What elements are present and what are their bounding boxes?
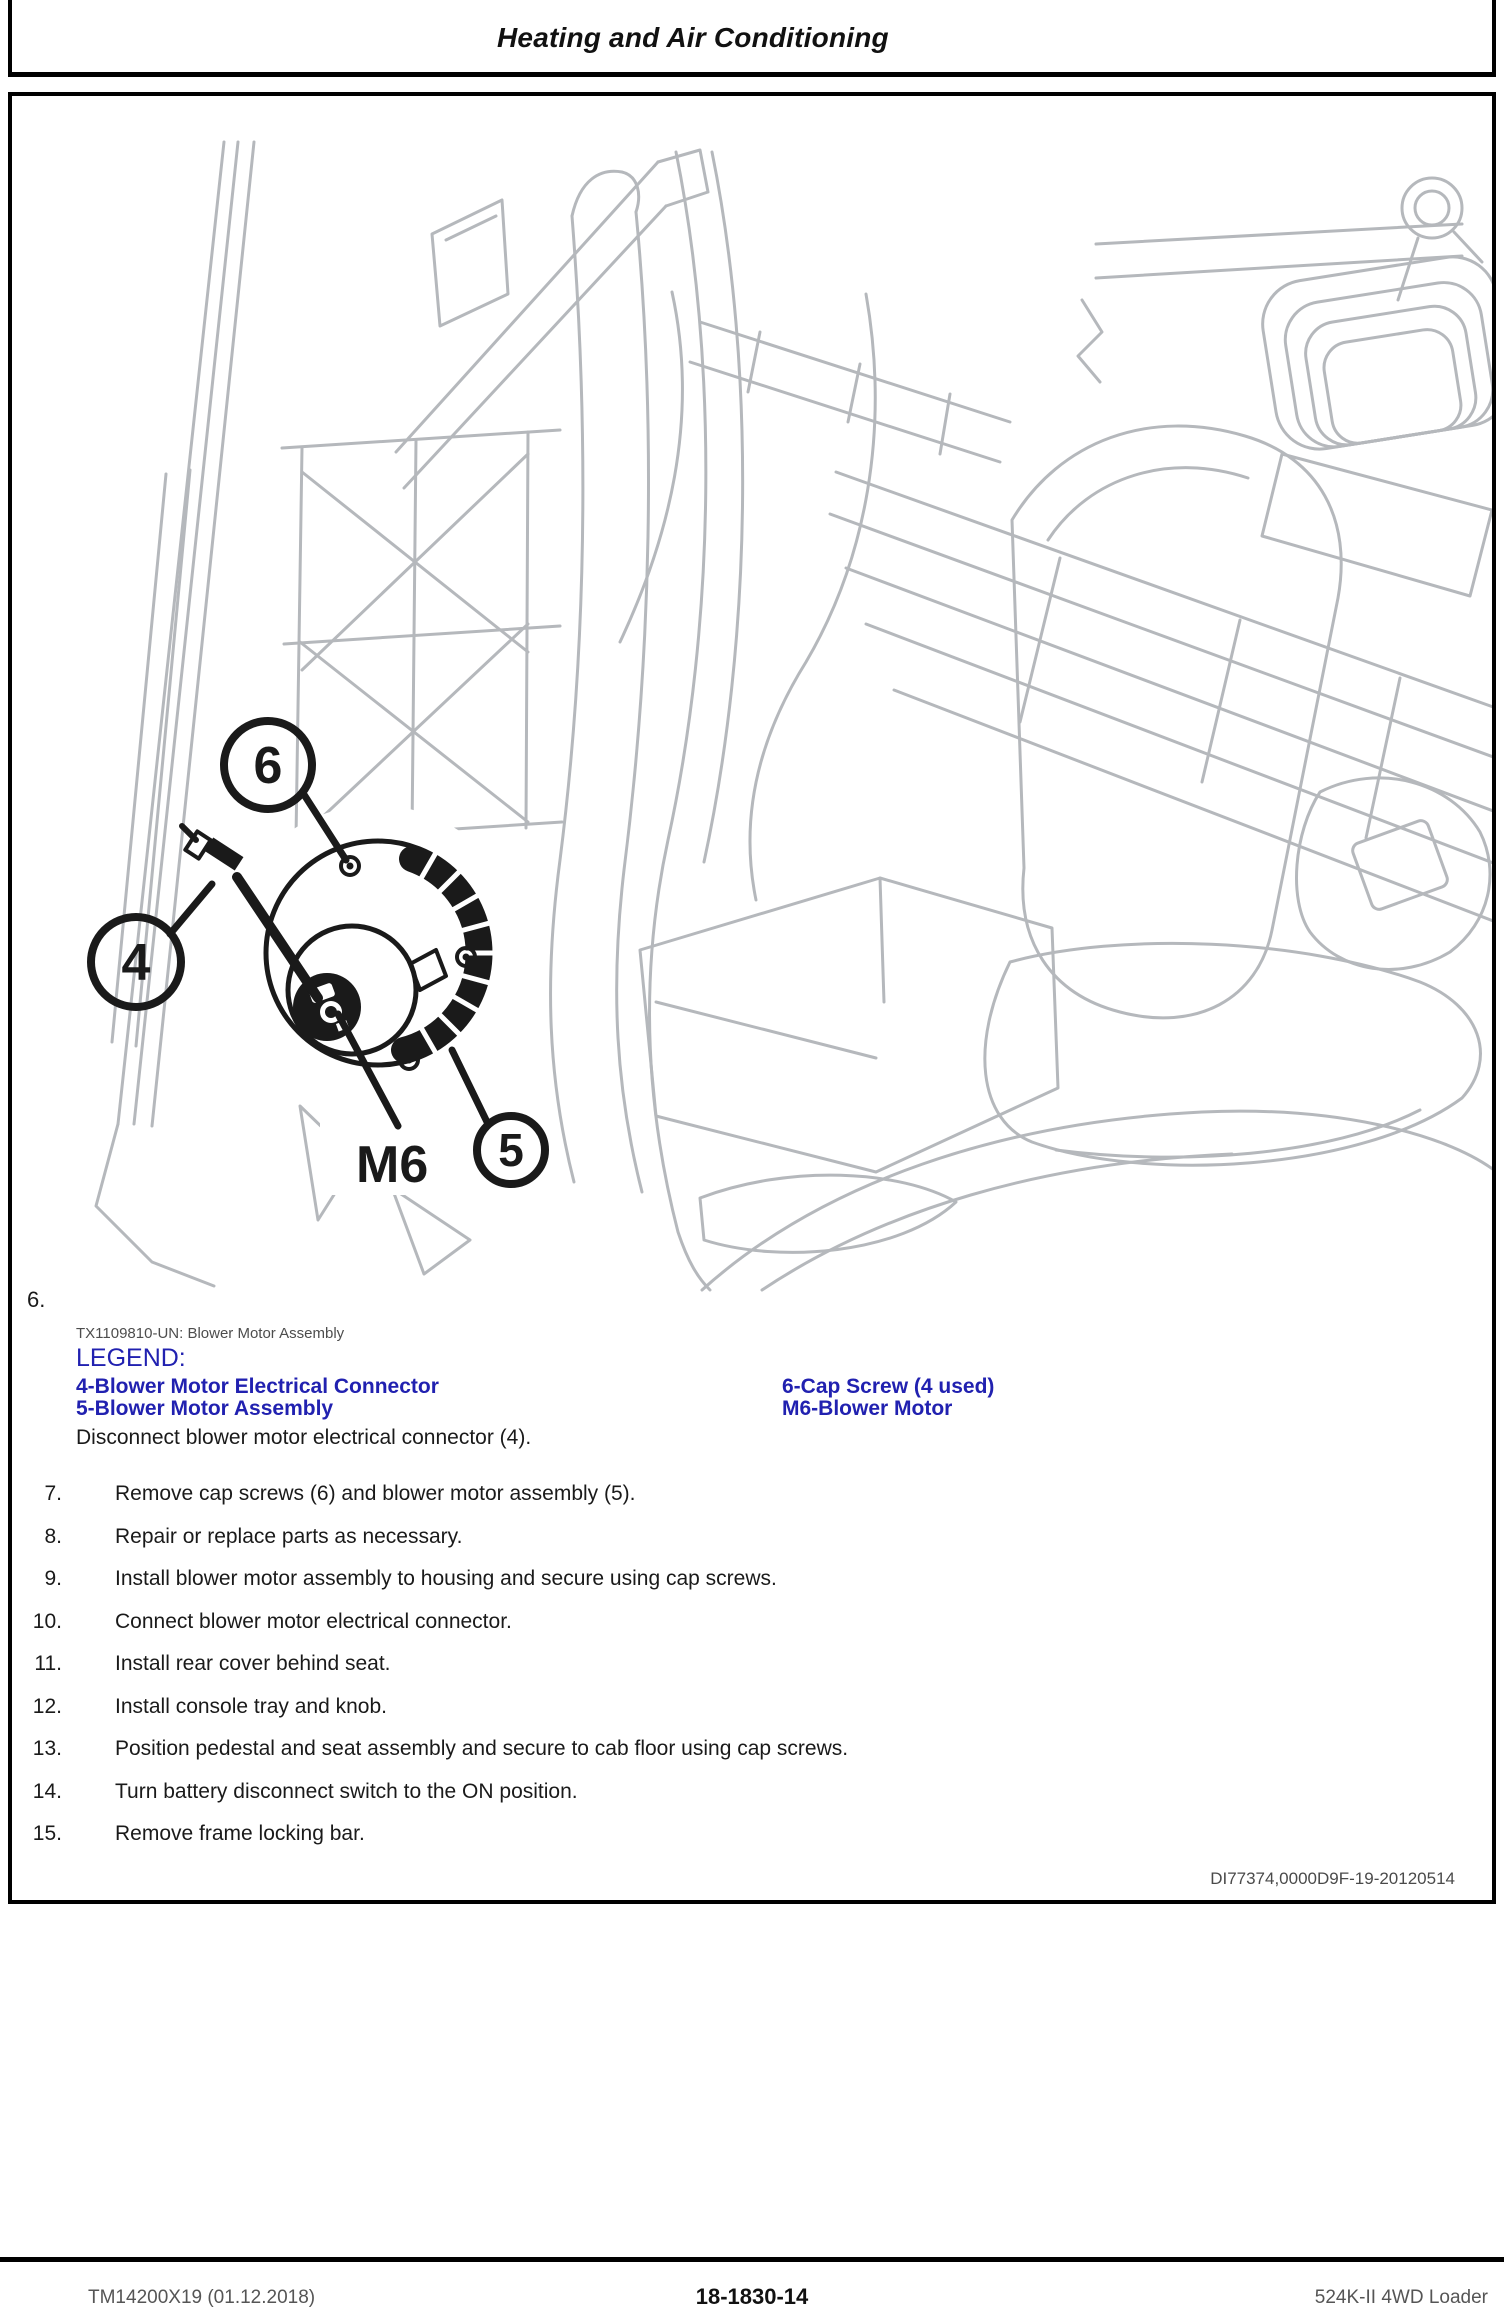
cab-line-art xyxy=(96,142,1492,1290)
legend-right-column xyxy=(782,1376,994,1420)
legend-title: LEGEND: xyxy=(76,1344,186,1372)
step-row xyxy=(12,1483,1412,1504)
document-id: DI77374,0000D9F-19-20120514 xyxy=(1210,1869,1455,1888)
step-text: Remove cap screws (6) and blower motor assembly (5). xyxy=(115,1482,636,1505)
procedure-steps xyxy=(12,1483,1412,1866)
legend-item: 4-Blower Motor Electrical Connector xyxy=(76,1375,439,1398)
legend-item: 6-Cap Screw (4 used) xyxy=(782,1375,995,1398)
step-number: 8. xyxy=(44,1524,62,1548)
figure-caption: TX1109810-UN: Blower Motor Assembly xyxy=(76,1325,345,1342)
step-row xyxy=(12,1568,1412,1589)
step-number: 7. xyxy=(44,1482,62,1505)
footer-model: 524K-II 4WD Loader xyxy=(1314,2287,1488,2308)
electrical-connector xyxy=(182,826,243,871)
item-6-instruction: Disconnect blower motor electrical connector (4). xyxy=(76,1426,532,1449)
step-number: 14. xyxy=(32,1779,62,1803)
page-title: Heating and Air Conditioning xyxy=(497,22,889,53)
step-row xyxy=(12,1823,1412,1844)
header-box xyxy=(8,0,1496,77)
legend-left-column xyxy=(76,1376,439,1420)
step-text: Connect blower motor electrical connector. xyxy=(115,1609,512,1633)
step-text: Remove frame locking bar. xyxy=(115,1822,365,1845)
step-number: 9. xyxy=(44,1567,62,1590)
callout-5-label: 5 xyxy=(498,1124,524,1176)
step-text: Repair or replace parts as necessary. xyxy=(115,1524,463,1548)
legend-item: 5-Blower Motor Assembly xyxy=(76,1397,334,1420)
footer-manual-code: TM14200X19 (01.12.2018) xyxy=(88,2287,316,2308)
callout-6-label: 6 xyxy=(253,737,283,795)
blower-motor-diagram xyxy=(12,96,1492,1296)
step-row xyxy=(12,1611,1412,1632)
step-row xyxy=(12,1696,1412,1717)
step-number: 11. xyxy=(34,1652,62,1675)
legend-item: M6-Blower Motor xyxy=(782,1397,953,1420)
callout-m6-label: M6 xyxy=(356,1136,429,1194)
item-6-number: 6. xyxy=(27,1287,46,1312)
step-number: 15. xyxy=(32,1822,62,1845)
step-number: 12. xyxy=(32,1694,62,1718)
step-text: Install blower motor assembly to housing and secure using cap screws. xyxy=(115,1567,777,1590)
step-text: Position pedestal and seat assembly and secure to cab floor using cap screws. xyxy=(115,1737,849,1760)
step-text: Install console tray and knob. xyxy=(115,1694,387,1718)
callout-4-label: 4 xyxy=(121,934,151,992)
footer-rule xyxy=(0,2257,1504,2262)
content-box xyxy=(8,92,1496,1904)
step-text: Install rear cover behind seat. xyxy=(115,1652,391,1675)
step-number: 10. xyxy=(32,1609,62,1633)
step-text: Turn battery disconnect switch to the ON position. xyxy=(115,1779,578,1803)
step-number: 13. xyxy=(32,1737,62,1760)
step-row xyxy=(12,1738,1412,1759)
step-row xyxy=(12,1781,1412,1802)
step-row xyxy=(12,1526,1412,1547)
step-row xyxy=(12,1653,1412,1674)
footer-page-number: 18-1830-14 xyxy=(695,2284,809,2309)
